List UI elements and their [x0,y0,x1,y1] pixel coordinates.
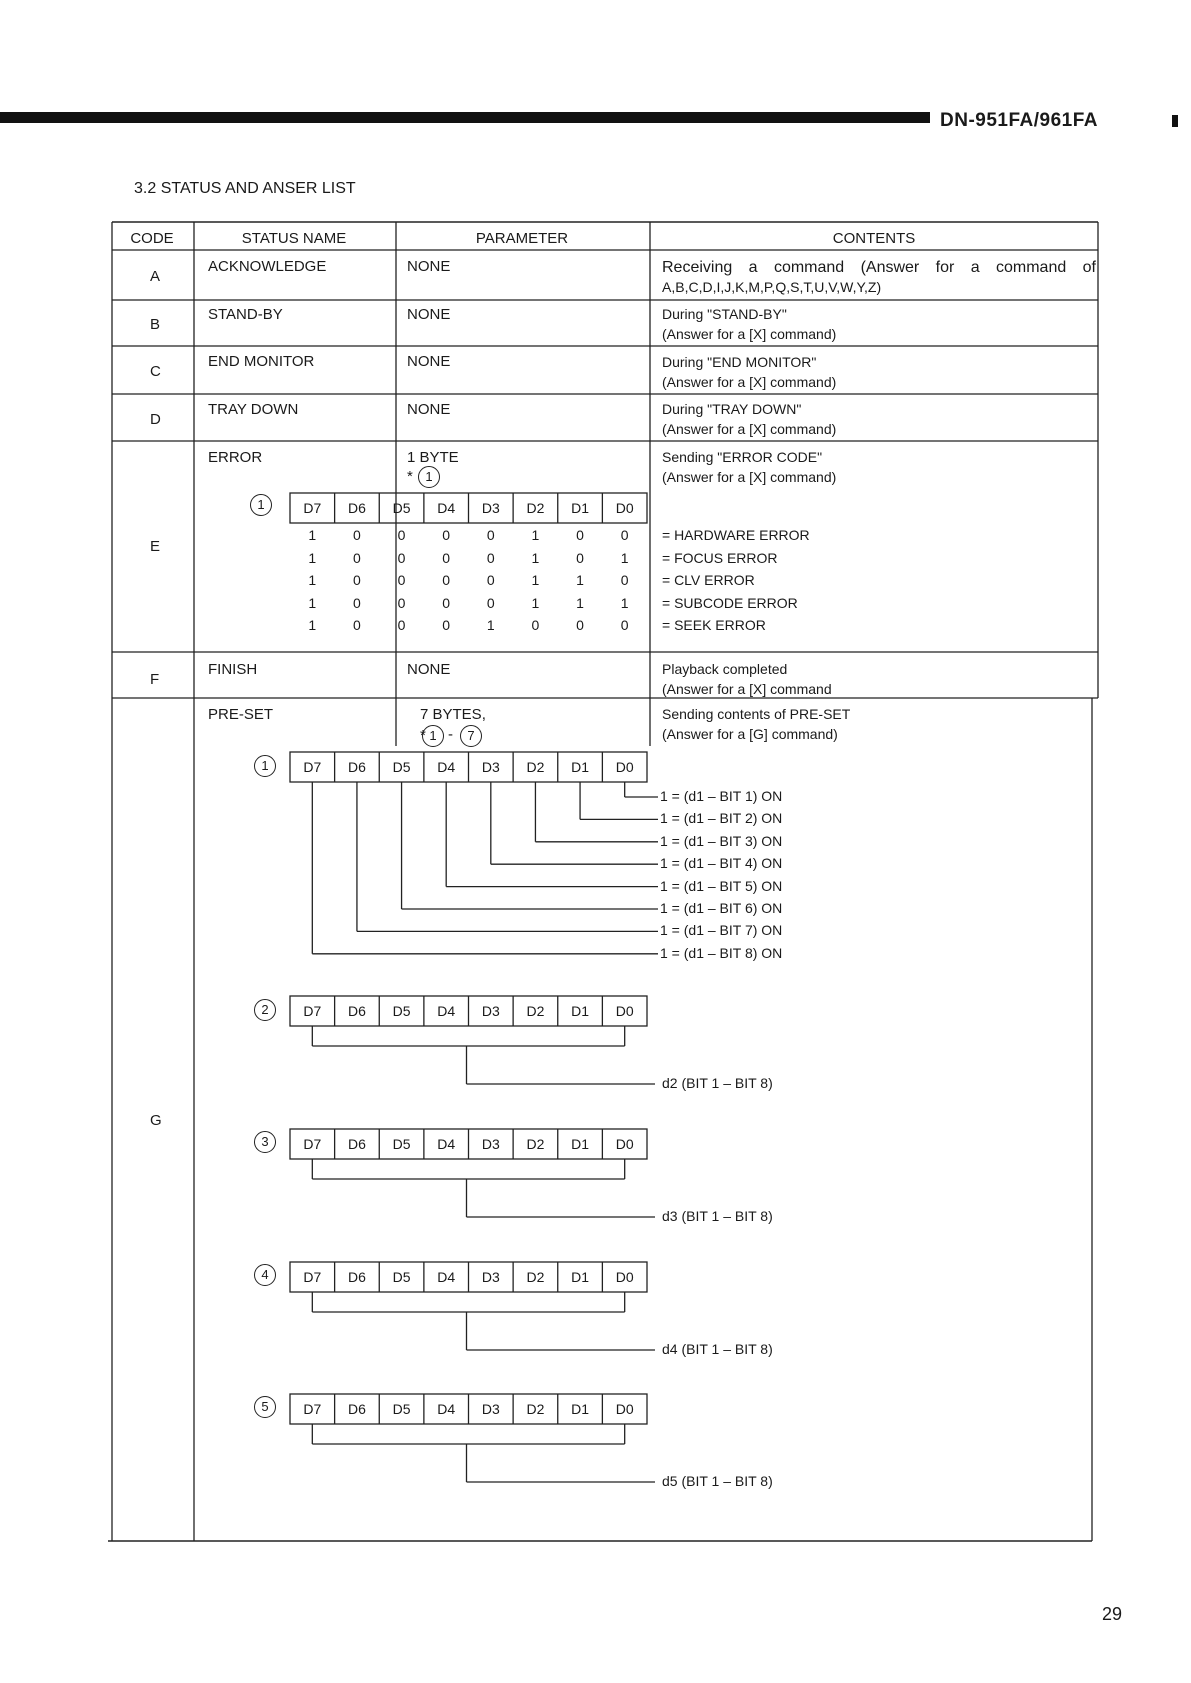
row-a-code: A [150,268,161,285]
circled-1-icon: 1 [418,466,440,488]
bit-cell: D4 [437,1003,456,1019]
preset-bit-label: 1 = (d1 – BIT 8) ON [660,944,783,961]
error-bit-value: 0 [486,572,495,588]
row-c-code: C [150,363,161,380]
row-g-param-1: 7 BYTES, [420,706,486,723]
bit-cell: D4 [437,1136,456,1152]
circled-2-icon: 2 [254,999,276,1021]
error-bit-value: 0 [531,617,540,633]
bit-cell: D7 [303,1269,322,1285]
byte-label: d4 (BIT 1 – BIT 8) [662,1341,773,1357]
row-g-name: PRE-SET [208,706,274,723]
bit-cell: D3 [481,1269,500,1285]
byte-label: d2 (BIT 1 – BIT 8) [662,1075,773,1091]
row-b-name: STAND-BY [208,306,283,323]
row-d-contents-2: (Answer for a [X] command) [662,421,837,437]
bit-cell: D1 [571,1003,590,1019]
error-bit-value: 1 [576,594,584,611]
row-c-contents-1: During "END MONITOR" [662,354,817,370]
row-g-contents-1: Sending contents of PRE-SET [662,706,851,722]
bit-cell: D5 [392,500,411,516]
bit-cell: D7 [303,1003,322,1019]
row-f-contents-2: (Answer for a [X] command [662,681,832,697]
error-bit-value: 0 [576,617,584,633]
row-g-param-dash: - [448,726,453,743]
error-bit-value: 0 [442,617,451,633]
bit-cell: D2 [526,1401,545,1417]
row-f-contents-1: Playback completed [662,661,788,677]
row-e-contents-2: (Answer for a [X] command) [662,469,837,485]
row-b-contents-2: (Answer for a [X] command) [662,326,837,342]
bit-cell: D6 [347,500,366,516]
row-e-code: E [150,538,161,555]
bit-cell: D0 [615,1269,634,1285]
bit-cell: D0 [615,1136,634,1152]
bit-cell: D6 [347,1003,366,1019]
bit-cell: D1 [571,759,590,775]
row-b-code: B [150,316,161,333]
byte-label: d5 (BIT 1 – BIT 8) [662,1473,773,1489]
error-bit-value: 1 [308,594,317,611]
row-c-contents-2: (Answer for a [X] command) [662,374,837,390]
error-bit-value: 1 [531,572,540,588]
bit-cell: D5 [392,1003,411,1019]
row-d-name: TRAY DOWN [208,401,299,418]
preset-bit-label: 1 = (d1 – BIT 2) ON [660,810,783,827]
circled-1-icon: 1 [250,494,272,516]
row-b-contents-1: During "STAND-BY" [662,306,787,322]
preset-bit-label: 1 = (d1 – BIT 6) ON [660,900,783,916]
row-g-param-asterisk: * [420,727,426,744]
circled-3-icon: 3 [254,1131,276,1153]
row-f-name: FINISH [208,661,258,678]
bit-cell: D2 [526,1136,545,1152]
error-bit-value: 0 [397,527,406,543]
bit-cell: D6 [347,759,366,775]
bit-cell: D5 [392,1269,411,1285]
error-bit-value: 0 [397,549,406,566]
bit-cell: D4 [437,1401,456,1417]
error-meaning: = FOCUS ERROR [662,549,778,566]
error-bit-value: 1 [308,572,317,588]
error-meaning: = HARDWARE ERROR [662,527,810,543]
error-bit-value: 1 [531,549,540,566]
error-bit-value: 0 [620,617,629,633]
row-a-param: NONE [407,258,451,275]
error-bit-value: 0 [486,527,495,543]
error-bit-value: 1 [576,572,584,588]
bit-cell: D3 [481,500,500,516]
bit-cell: D1 [571,1136,590,1152]
error-bit-value: 0 [442,572,451,588]
error-bit-value: 0 [486,594,495,611]
preset-bit-label: 1 = (d1 – BIT 7) ON [660,922,783,939]
bit-cell: D7 [303,1136,322,1152]
error-bit-value: 0 [397,572,406,588]
bit-cell: D1 [571,1269,590,1285]
bit-cell: D0 [615,500,634,516]
row-c-param: NONE [407,353,451,370]
circled-5-icon: 5 [254,1396,276,1418]
error-bit-value: 0 [576,549,584,566]
row-e-param-asterisk: * [407,468,413,485]
error-bit-value: 0 [576,527,584,543]
error-bit-value: 1 [531,594,540,611]
error-bit-value: 0 [397,617,406,633]
bit-cell: D1 [571,1401,590,1417]
bit-cell: D5 [392,1136,411,1152]
model-title: DN-951FA/961FA [940,110,1099,131]
bit-cell: D7 [303,500,322,516]
row-g-code: G [150,1112,162,1129]
bit-cell: D6 [347,1269,366,1285]
error-meaning: = SUBCODE ERROR [662,594,798,611]
row-a-name: ACKNOWLEDGE [208,258,327,275]
bit-cell: D6 [347,1401,366,1417]
error-bit-value: 0 [353,594,361,611]
row-a-contents-2: A,B,C,D,I,J,K,M,P,Q,S,T,U,V,W,Y,Z) [662,279,882,295]
error-meaning: = SEEK ERROR [662,617,766,633]
bit-cell: D7 [303,1401,322,1417]
preset-bit-label: 1 = (d1 – BIT 5) ON [660,877,783,894]
preset-bit-label: 1 = (d1 – BIT 1) ON [660,788,783,804]
header-code: CODE [130,230,174,247]
bit-cell: D6 [347,1136,366,1152]
row-f-param: NONE [407,661,451,678]
row-a-contents-1: Receiving a command (Answer for a command of [662,259,1096,276]
preset-bit-label: 1 = (d1 – BIT 4) ON [660,855,783,872]
error-meaning: = CLV ERROR [662,572,755,588]
bit-cell: D1 [571,500,590,516]
bit-cell: D2 [526,1269,545,1285]
bit-cell: D2 [526,759,545,775]
error-bit-value: 0 [620,572,629,588]
row-d-code: D [150,411,161,428]
circled-1-icon: 1 [254,755,276,777]
bit-cell: D3 [481,1401,500,1417]
row-e-contents-1: Sending "ERROR CODE" [662,449,823,465]
bit-cell: D2 [526,500,545,516]
bit-cell: D0 [615,1003,634,1019]
bit-cell: D5 [392,1401,411,1417]
section-title: 3.2 STATUS AND ANSER LIST [134,180,356,197]
error-bit-value: 1 [620,594,629,611]
error-bit-value: 1 [308,549,317,566]
row-c-name: END MONITOR [208,353,315,370]
circled-7-icon: 7 [460,725,482,747]
bit-cell: D2 [526,1003,545,1019]
error-bit-value: 1 [531,527,540,543]
bit-cell: D4 [437,1269,456,1285]
error-bit-value: 0 [353,549,361,566]
page-number: 29 [1102,1604,1123,1624]
circled-4-icon: 4 [254,1264,276,1286]
error-bit-value: 0 [353,572,361,588]
bit-cell: D0 [615,759,634,775]
byte-label: d3 (BIT 1 – BIT 8) [662,1208,773,1224]
row-d-param: NONE [407,401,451,418]
row-e-param-1: 1 BYTE [407,449,459,466]
row-e-name: ERROR [208,449,263,466]
header-parameter: PARAMETER [475,230,569,247]
bit-cell: D7 [303,759,322,775]
error-bit-value: 1 [620,549,629,566]
error-bit-value: 0 [353,527,361,543]
preset-bit-label: 1 = (d1 – BIT 3) ON [660,832,783,849]
bit-cell: D4 [437,500,456,516]
bit-cell: D3 [481,1003,500,1019]
bit-cell: D3 [481,759,500,775]
error-bit-value: 0 [442,527,451,543]
error-bit-value: 1 [308,617,317,633]
error-bit-value: 0 [442,549,451,566]
bit-cell: D4 [437,759,456,775]
bit-cell: D5 [392,759,411,775]
row-b-param: NONE [407,306,451,323]
circled-1-icon: 1 [422,725,444,747]
error-bit-value: 1 [486,617,495,633]
header-status-name: STATUS NAME [241,230,347,247]
error-bit-value: 0 [486,549,495,566]
error-bit-value: 0 [353,617,361,633]
error-bit-value: 1 [308,527,317,543]
row-f-code: F [150,671,160,688]
row-g-contents-2: (Answer for a [G] command) [662,726,838,742]
bit-cell: D0 [615,1401,634,1417]
error-bit-value: 0 [397,594,406,611]
error-bit-value: 0 [442,594,451,611]
error-bit-value: 0 [620,527,629,543]
row-d-contents-1: During "TRAY DOWN" [662,401,802,417]
bit-cell: D3 [481,1136,500,1152]
header-contents: CONTENTS [832,230,916,247]
